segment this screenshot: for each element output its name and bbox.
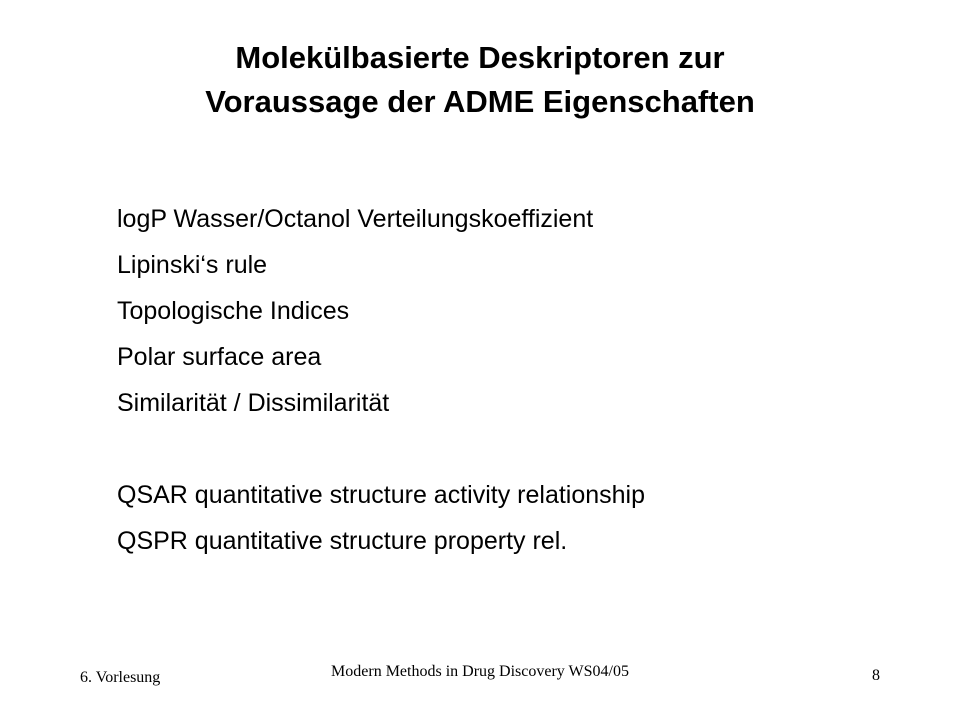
list-item-qsar: QSAR quantitative structure activity relationship [117, 481, 646, 509]
descriptor-list [117, 196, 645, 564]
list-item-topological-indices: Topologische Indices [117, 297, 350, 325]
slide-title [80, 36, 880, 124]
slide-title-line-2: Voraussage der ADME Eigenschaften [205, 84, 755, 119]
slide-title-line-1: Molekülbasierte Deskriptoren zur [235, 40, 725, 75]
footer-lecture-number: 6. Vorlesung [80, 669, 161, 686]
list-item-lipinski: Lipinski‘s rule [117, 251, 268, 279]
list-item-similarity: Similarität / Dissimilarität [117, 389, 390, 417]
list-item-logp: logP Wasser/Octanol Verteilungskoeffizient [117, 205, 594, 233]
footer-course-title: Modern Methods in Drug Discovery WS04/05 [331, 663, 629, 680]
list-item-polar-surface-area: Polar surface area [117, 343, 322, 371]
list-item-qspr: QSPR quantitative structure property rel. [117, 527, 568, 555]
footer-page-number: 8 [872, 667, 880, 684]
